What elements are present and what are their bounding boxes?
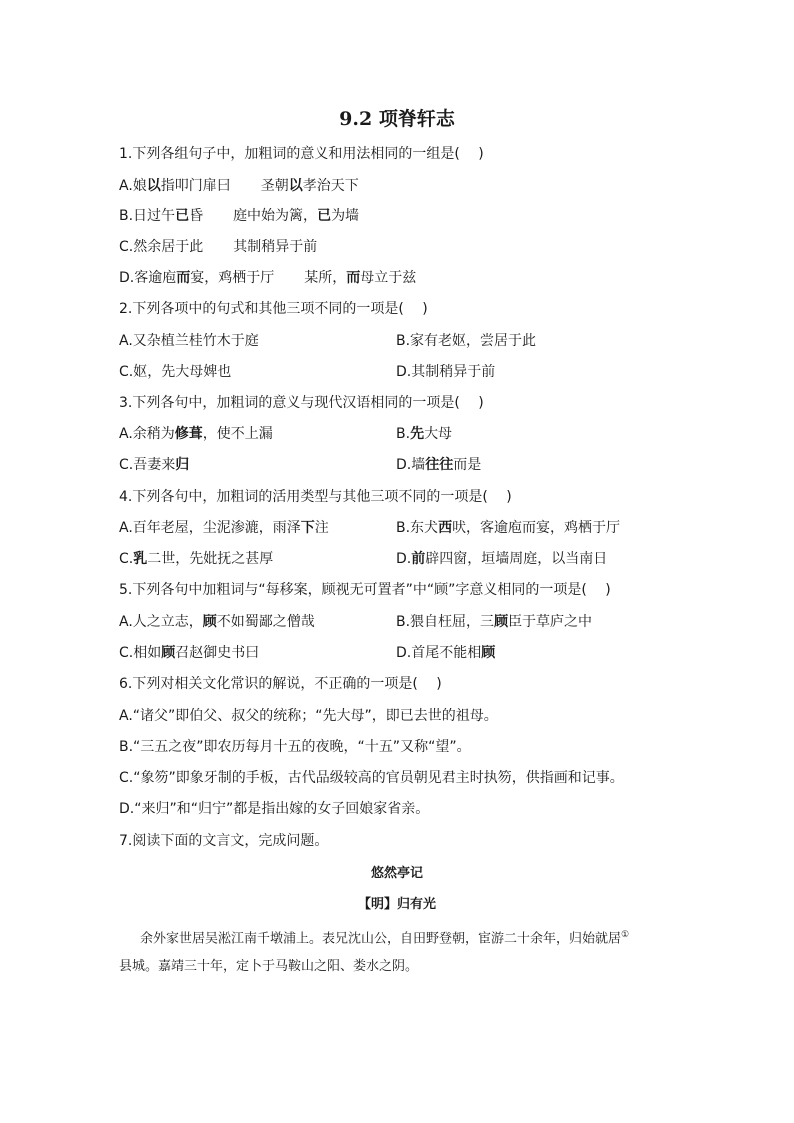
- bold-word: 顾: [494, 614, 509, 630]
- question-3-option-d: D.墙往往而是: [396, 457, 482, 473]
- question-5-option-b: B.猥自枉屈，三顾臣于草庐之中: [396, 614, 593, 630]
- footnote-marker: ①: [621, 930, 630, 940]
- passage-line-1: 余外家世居吴淞江南千墩浦上。表兄沈山公，自田野登朝，宦游二十余年，归始就居①: [140, 930, 630, 947]
- bold-word: 前: [411, 551, 426, 567]
- bold-word: 下: [300, 520, 315, 536]
- question-6-option-b: B.“三五之夜”即农历每月十五的夜晚，“十五”又称“望”。: [119, 739, 471, 755]
- question-3-option-a: A.余稍为修葺，使不上漏: [119, 426, 273, 442]
- bold-word: 顾: [161, 645, 176, 661]
- question-6-option-a: A.“诸父”即伯父、叔父的统称；“先大母”，即已去世的祖母。: [119, 708, 498, 724]
- question-2-option-c: C.妪，先大母婢也: [119, 364, 232, 380]
- bold-word: 以: [288, 178, 303, 194]
- question-6-option-c: C.“象笏”即象牙制的手板，古代品级较高的官员朝见君主时执笏，供指画和记事。: [119, 770, 624, 786]
- bold-word: 先: [410, 426, 425, 442]
- question-7-stem: 7.阅读下面的文言文，完成问题。: [119, 833, 329, 849]
- question-6-stem: 6.下列对相关文化常识的解说，不正确的一项是( ): [119, 676, 442, 692]
- question-4-option-a: A.百年老屋，尘泥渗漉，雨泽下注: [119, 520, 329, 536]
- question-4-option-d: D.前辟四窗，垣墙周庭，以当南日: [396, 551, 608, 567]
- passage-title: 悠然亭记: [370, 866, 423, 881]
- question-2-option-d: D.其制稍异于前: [396, 364, 496, 380]
- bold-word: 顾: [202, 614, 217, 630]
- passage-author: 【明】归有光: [357, 897, 436, 912]
- question-3-option-c: C.吾妻来归: [119, 457, 190, 473]
- question-2-option-a: A.又杂植兰桂竹木于庭: [119, 333, 259, 349]
- bold-word: 而: [346, 270, 361, 286]
- bold-word: 顾: [481, 645, 496, 661]
- question-4-stem: 4.下列各句中，加粗词的活用类型与其他三项不同的一项是( ): [119, 489, 512, 505]
- question-1-option-d: D.客逾庖而宴，鸡栖于厅 某所，而母立于兹: [119, 270, 417, 286]
- question-6-option-d: D.“来归”和“归宁”都是指出嫁的女子回娘家省亲。: [119, 801, 430, 817]
- bold-word: 已: [175, 208, 190, 224]
- question-1-stem: 1.下列各组句子中，加粗词的意义和用法相同的一组是( ): [119, 146, 484, 162]
- question-5-stem: 5.下列各句中加粗词与“每移案，顾视无可置者”中“顾”字意义相同的一项是( ): [119, 582, 611, 598]
- bold-word: 已: [317, 208, 332, 224]
- question-1-option-a: A.娘以指叩门扉曰 圣朝以孝治天下: [119, 178, 359, 194]
- question-4-option-b: B.东犬西吠，客逾庖而宴，鸡栖于厅: [396, 520, 621, 536]
- question-2-stem: 2.下列各项中的句式和其他三项不同的一项是( ): [119, 301, 428, 317]
- question-5-option-c: C.相如顾召赵御史书曰: [119, 645, 260, 661]
- page-title: 9.2 项脊轩志: [339, 108, 455, 130]
- question-3-option-b: B.先大母: [396, 426, 453, 442]
- bold-word: 往往: [425, 457, 454, 473]
- bold-word: 乳: [133, 551, 148, 567]
- passage-line-2: 县城。嘉靖三十年，定卜于马鞍山之阳、娄水之阴。: [119, 959, 419, 974]
- bold-word: 而: [176, 270, 191, 286]
- bold-word: 修葺: [174, 426, 203, 442]
- question-2-option-b: B.家有老妪，尝居于此: [396, 333, 537, 349]
- question-5-option-d: D.首尾不能相顾: [396, 645, 496, 661]
- question-4-option-c: C.乳二世，先妣抚之甚厚: [119, 551, 274, 567]
- question-3-stem: 3.下列各句中，加粗词的意义与现代汉语相同的一项是( ): [119, 395, 484, 411]
- bold-word: 以: [146, 178, 161, 194]
- bold-word: 归: [175, 457, 190, 473]
- question-5-option-a: A.人之立志，顾不如蜀鄙之僧哉: [119, 614, 315, 630]
- bold-word: 西: [438, 520, 453, 536]
- question-1-option-b: B.日过午已昏 庭中始为篱，已为墙: [119, 208, 360, 224]
- question-1-option-c: C.然余居于此 其制稍异于前: [119, 239, 318, 255]
